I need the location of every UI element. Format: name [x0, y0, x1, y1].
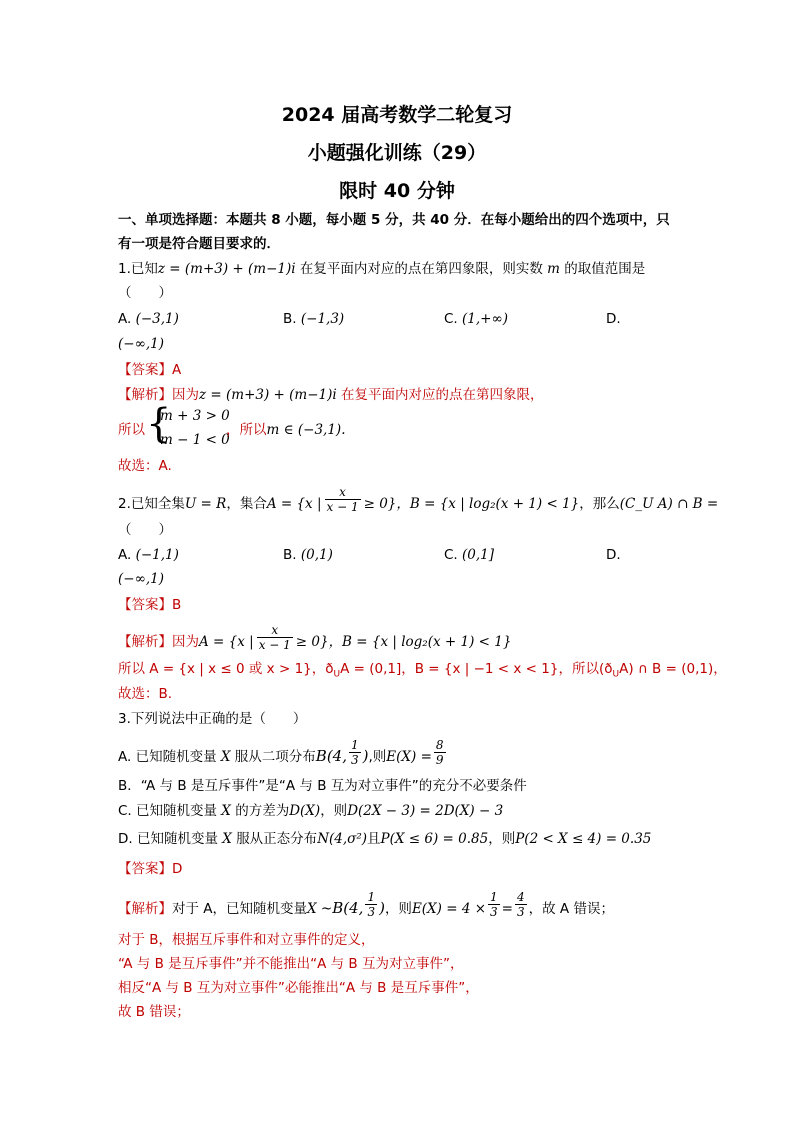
q3-option-d-then: ，则 [488, 831, 516, 847]
q3-option-d-mid: 服从正态分布 [236, 831, 318, 847]
q2-so-line-part1: 所以 A = {x | x ≤ 0 或 x > 1}，ð [118, 661, 334, 677]
q2-stem-fraction [325, 485, 361, 515]
q2-stem-frac-den: x − 1 [326, 500, 359, 515]
q1-so-prefix: 所以 [118, 422, 145, 438]
q1-stem-var: m [542, 261, 565, 277]
q2-option-b-label: B. [283, 547, 297, 563]
q3-analysis-frac1-den: 3 [367, 905, 376, 920]
q3-option-a [118, 738, 448, 772]
q1-option-c-value: (1,+∞) [462, 311, 508, 327]
q2-option-a [118, 547, 179, 563]
q2-stem-frac-num: x [325, 485, 361, 500]
q2-option-a-value: (−1,1) [135, 547, 179, 563]
q2-stem-then: ，那么 [579, 495, 620, 512]
q3-analysis-frac3-den: 3 [516, 905, 525, 920]
q1-stem-mid: 在复平面内对应的点在第四象限，则实数 [295, 261, 543, 277]
q3-analysis-end: ，故 A 错误； [528, 900, 614, 917]
q2-analysis-frac-num: x [257, 623, 293, 638]
q2-so-line-sub1: U [333, 669, 341, 680]
q2-stem-prefix: 2.已知全集 [118, 495, 185, 512]
q1-option-b-label: B. [283, 311, 297, 327]
q2-so-line-part2: A = (0,1]，B = {x | −1 < x < 1}，所以(ð [340, 661, 613, 677]
section-heading-line-2: 有一项是符合题目要求的． [118, 236, 280, 252]
q3-option-a-answer-fraction [434, 738, 446, 768]
q2-conclusion: 故选：B. [118, 686, 173, 702]
q1-option-b [283, 311, 344, 327]
q2-so-line-sub2: U [612, 669, 620, 680]
q2-analysis [118, 623, 512, 657]
q1-stem [118, 261, 645, 277]
q3-option-a-mid: 服从二项分布 [234, 748, 316, 765]
q3-analysis-b-line-2: “A 与 B 是互斥事件”并不能推出“A 与 B 互为对立事件”， [118, 956, 464, 972]
q3-analysis-pre: 对于 A，已知随机变量 [172, 900, 308, 917]
title-line-2: 小题强化训练（29） [307, 142, 487, 164]
q3-option-d-dist: N(4,σ²) [317, 831, 368, 847]
q1-option-a-value: (−3,1) [135, 311, 179, 327]
q2-stem-expr: (C_U A) ∩ B = [619, 495, 719, 512]
q3-analysis-fraction-2 [488, 890, 500, 920]
q3-option-b: B．“A 与 B 是互斥事件”是“A 与 B 互为对立事件”的充分不必要条件 [118, 778, 527, 794]
q3-option-a-dist-end: ) [362, 746, 369, 765]
q2-option-c-value: (0,1] [462, 547, 495, 563]
q2-option-b-value: (0,1) [300, 547, 333, 563]
q1-stem-suffix: 的取值范围是 [564, 261, 646, 277]
q3-option-a-fraction [349, 738, 361, 768]
q3-analysis-eq: = [501, 900, 513, 917]
q1-conclusion: 故选：A. [118, 458, 172, 474]
q2-option-b [283, 547, 333, 563]
q2-analysis-b: ，B = {x | log₂(x + 1) < 1} [328, 633, 512, 650]
q2-option-c [444, 547, 494, 563]
q3-analysis-tag: 【解析】 [118, 900, 172, 917]
q3-option-c-eq: D(2X − 3) = 2D(X) − 3 [347, 803, 504, 819]
q2-analysis-a-post: ≥ 0} [295, 633, 329, 650]
q3-option-c-dx: D(X) [289, 803, 321, 819]
q2-stem-set-a-post: ≥ 0} [363, 495, 397, 512]
q1-option-b-value: (−1,3) [300, 311, 345, 327]
q3-option-d-p2: P(2 < X ≤ 4) = 0.35 [515, 831, 652, 847]
q3-option-c [118, 803, 503, 819]
q2-analysis-fraction [257, 623, 293, 653]
q3-option-a-ans-num: 8 [435, 738, 444, 752]
q3-analysis-fraction-3 [515, 890, 527, 920]
q2-answer-tag: 【答案】 [118, 597, 172, 613]
q3-option-a-then: ,则 [368, 748, 387, 765]
q3-option-d-pre: D. 已知随机变量 [118, 831, 218, 847]
q3-option-a-x: X [216, 748, 235, 765]
q3-answer-value: D [172, 861, 183, 877]
q3-answer-tag: 【答案】 [118, 861, 172, 877]
q2-so-line [118, 661, 727, 680]
q1-so-suffix [226, 422, 345, 438]
q2-analysis-tag: 【解析】 [118, 633, 172, 650]
q3-analysis-dist-end: ) [379, 898, 385, 917]
q2-stem-set-b: ，B = {x | log₂(x + 1) < 1} [396, 495, 580, 512]
q1-blank: （ ） [118, 285, 172, 301]
q3-analysis-e: E(X) = 4 × [411, 900, 487, 917]
q3-option-d-and: 且 [367, 831, 381, 847]
title-line-1: 2024 届高考数学二轮复习 [281, 104, 513, 126]
q1-analysis-tag: 【解析】 [118, 387, 172, 403]
q3-option-c-x: X [217, 803, 236, 819]
q1-stem-prefix: 1.已知 [118, 261, 158, 277]
q1-system-bottom: m − 1 < 0 [160, 432, 230, 448]
q3-option-a-e: E(X) = [386, 748, 432, 765]
q3-option-d [118, 831, 651, 847]
q1-answer-value: A [172, 362, 182, 378]
q3-analysis [118, 890, 614, 924]
q3-analysis-b-line-1: 对于 B，根据互斥事件和对立事件的定义， [118, 932, 375, 948]
q2-answer-value: B [172, 597, 182, 613]
q1-option-c [444, 311, 508, 327]
q3-option-a-pre: A. 已知随机变量 [118, 748, 217, 765]
q2-option-d-value: (−∞,1) [118, 571, 164, 587]
q3-answer [118, 861, 182, 877]
q3-analysis-fraction-1 [365, 890, 377, 920]
q2-answer [118, 597, 181, 613]
q3-option-c-mid: 的方差为 [235, 803, 290, 819]
q3-option-a-dist: B(4, [315, 746, 347, 765]
q1-option-a [118, 311, 179, 327]
q2-option-d-label: D. [606, 547, 621, 563]
q1-stem-math: z = (m+3) + (m−1)i [157, 261, 296, 277]
q1-analysis [118, 387, 544, 403]
q3-option-a-frac-den: 3 [350, 753, 359, 768]
q3-analysis-b-line-3: 相反“A 与 B 互为对立事件”必能推出“A 与 B 是互斥事件”， [118, 980, 479, 996]
q3-analysis-frac3-num: 4 [516, 890, 525, 904]
q2-analysis-pre: 因为 [172, 633, 199, 650]
title-line-3: 限时 40 分钟 [339, 180, 455, 202]
q1-so-suffix-text: ，所以 [226, 422, 267, 438]
q2-option-a-label: A. [118, 547, 132, 563]
q1-system-top: m + 3 > 0 [160, 408, 230, 424]
q3-analysis-frac2-den: 3 [490, 905, 498, 920]
q3-analysis-dist: B(4, [332, 898, 364, 917]
q3-analysis-then: ，则 [384, 900, 412, 917]
q1-answer [118, 362, 181, 378]
q2-analysis-frac-den: x − 1 [258, 638, 291, 653]
q1-analysis-pre: 因为 [172, 387, 199, 403]
q2-so-line-part3: A) ∩ B = (0,1)， [619, 661, 727, 677]
q2-stem [118, 485, 719, 519]
q1-analysis-post: 在复平面内对应的点在第四象限， [336, 387, 544, 403]
q3-option-c-pre: C. 已知随机变量 [118, 803, 218, 819]
q1-answer-tag: 【答案】 [118, 362, 172, 378]
q3-option-a-frac-num: 1 [350, 738, 359, 752]
q1-analysis-math: z = (m+3) + (m−1)i [199, 387, 337, 403]
q3-option-d-x: X [217, 831, 237, 847]
q2-stem-set-a: A = {x | [266, 495, 322, 512]
q2-blank: （ ） [118, 522, 172, 538]
q1-option-a-label: A. [118, 311, 132, 327]
q2-stem-set-a-pre: ，集合 [226, 495, 267, 512]
q2-stem-u: U = R [184, 495, 227, 512]
q1-option-d-label: D. [606, 311, 621, 327]
q3-stem: 3.下列说法中正确的是（ ） [118, 711, 307, 727]
q1-option-d-value: (−∞,1) [118, 336, 164, 352]
q3-analysis-b-line-4: 故 B 错误； [118, 1004, 190, 1020]
q3-option-c-then: ，则 [320, 803, 348, 819]
q1-so-suffix-math: m ∈ (−3,1). [266, 422, 346, 438]
section-heading-line-1: 一、单项选择题：本题共 8 小题，每小题 5 分，共 40 分．在每小题给出的四个选项中，只 [118, 212, 670, 228]
q2-option-c-label: C. [444, 547, 458, 563]
q3-option-d-p1: P(X ≤ 6) = 0.85 [380, 831, 489, 847]
q1-option-c-label: C. [444, 311, 458, 327]
q2-analysis-a: A = {x | [199, 633, 254, 650]
q3-analysis-frac1-num: 1 [367, 890, 376, 904]
q3-analysis-x: X ~ [307, 900, 333, 917]
q3-option-a-ans-den: 9 [435, 753, 444, 768]
q3-analysis-frac2-num: 1 [490, 890, 498, 904]
q1-system-brace: { [146, 401, 172, 447]
